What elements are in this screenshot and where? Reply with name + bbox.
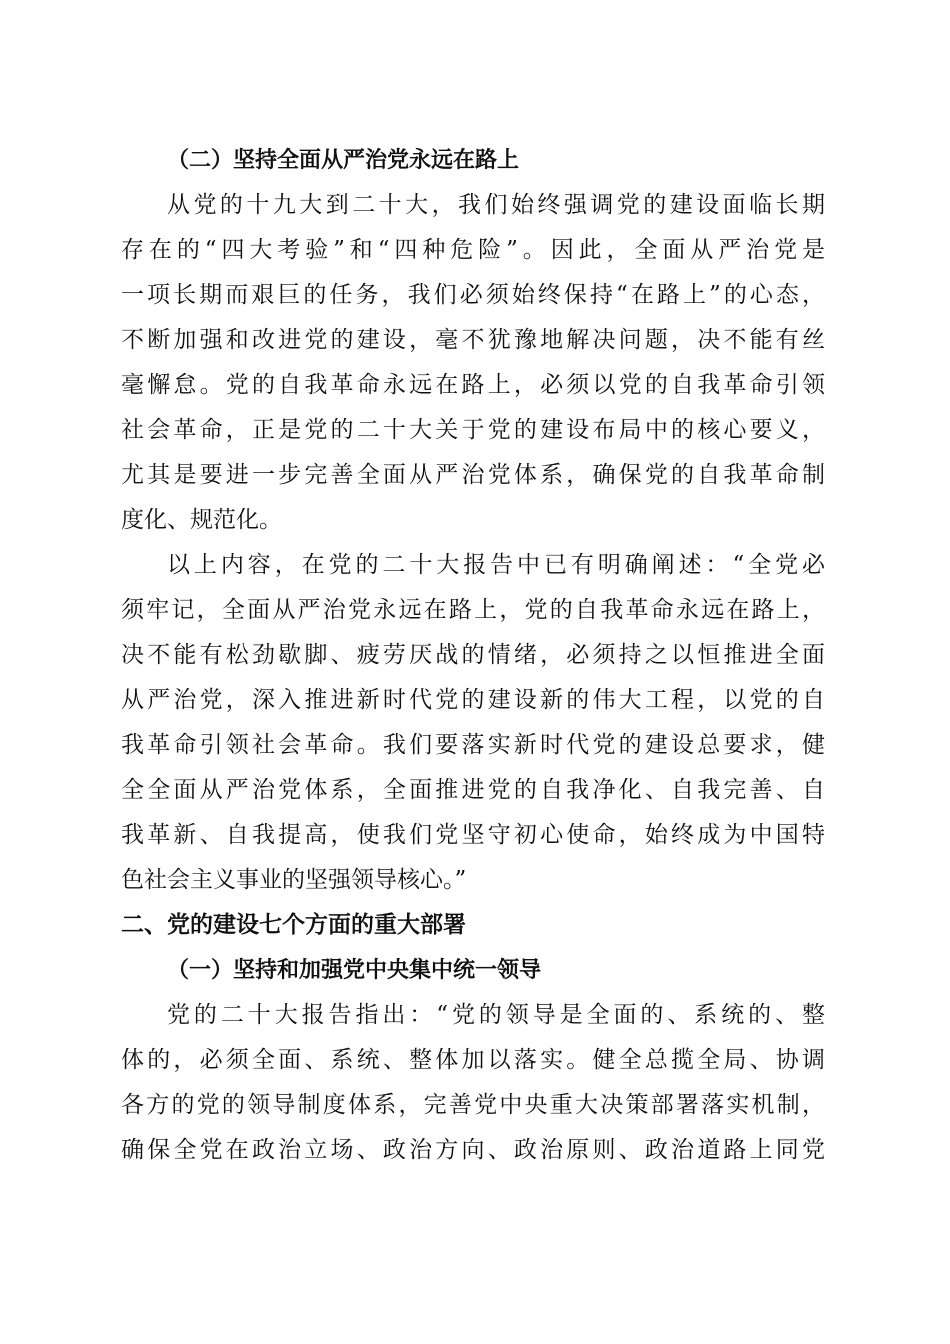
document-body	[121, 138, 825, 1173]
paragraph-line: 党的二十大报告指出：“党的领导是全面的、系统的、整	[167, 1002, 825, 1028]
paragraph-line: 我革命引领社会革命。我们要落实新时代党的建设总要求，健	[121, 732, 825, 758]
paragraph-line: 色社会主义事业的坚强领导核心。”	[121, 867, 467, 893]
paragraph-line: 我革新、自我提高，使我们党坚守初心使命，始终成为中国特	[121, 822, 825, 848]
paragraph-line: 各方的党的领导制度体系，完善党中央重大决策部署落实机制，	[121, 1092, 825, 1118]
paragraph-line: 社会革命，正是党的二十大关于党的建设布局中的核心要义，	[121, 417, 825, 443]
paragraph-line: 毫懈怠。党的自我革命永远在路上，必须以党的自我革命引领	[121, 372, 825, 398]
paragraph-line: 从党的十九大到二十大，我们始终强调党的建设面临长期	[167, 192, 825, 218]
paragraph-line: 度化、规范化。	[121, 507, 282, 533]
paragraph-line: 一项长期而艰巨的任务，我们必须始终保持“在路上”的心态，	[121, 282, 825, 308]
paragraph-line: 决不能有松劲歇脚、疲劳厌战的情绪，必须持之以恒推进全面	[121, 642, 825, 668]
subsection-heading-1: （一）坚持和加强党中央集中统一领导	[167, 958, 542, 983]
paragraph-line: 不断加强和改进党的建设，毫不犹豫地解决问题，决不能有丝	[121, 327, 825, 353]
paragraph-line: 全全面从严治党体系，全面推进党的自我净化、自我完善、自	[121, 777, 825, 803]
paragraph-line: 须牢记，全面从严治党永远在路上，党的自我革命永远在路上，	[121, 597, 825, 623]
paragraph-line: 存在的“四大考验”和“四种危险”。因此，全面从严治党是	[121, 237, 825, 263]
paragraph-line: 以上内容，在党的二十大报告中已有明确阐述：“全党必	[167, 552, 825, 578]
chapter-heading-2: 二、党的建设七个方面的重大部署	[121, 912, 466, 938]
section-heading-2: （二）坚持全面从严治党永远在路上	[167, 148, 520, 173]
paragraph-line: 尤其是要进一步完善全面从严治党体系，确保党的自我革命制	[121, 462, 825, 488]
paragraph-line: 确保全党在政治立场、政治方向、政治原则、政治道路上同党	[121, 1137, 825, 1163]
paragraph-2	[121, 543, 825, 903]
paragraph-3	[121, 993, 825, 1173]
paragraph-1	[121, 183, 825, 543]
paragraph-line: 从严治党，深入推进新时代党的建设新的伟大工程，以党的自	[121, 687, 825, 713]
paragraph-line: 体的，必须全面、系统、整体加以落实。健全总揽全局、协调	[121, 1047, 825, 1073]
